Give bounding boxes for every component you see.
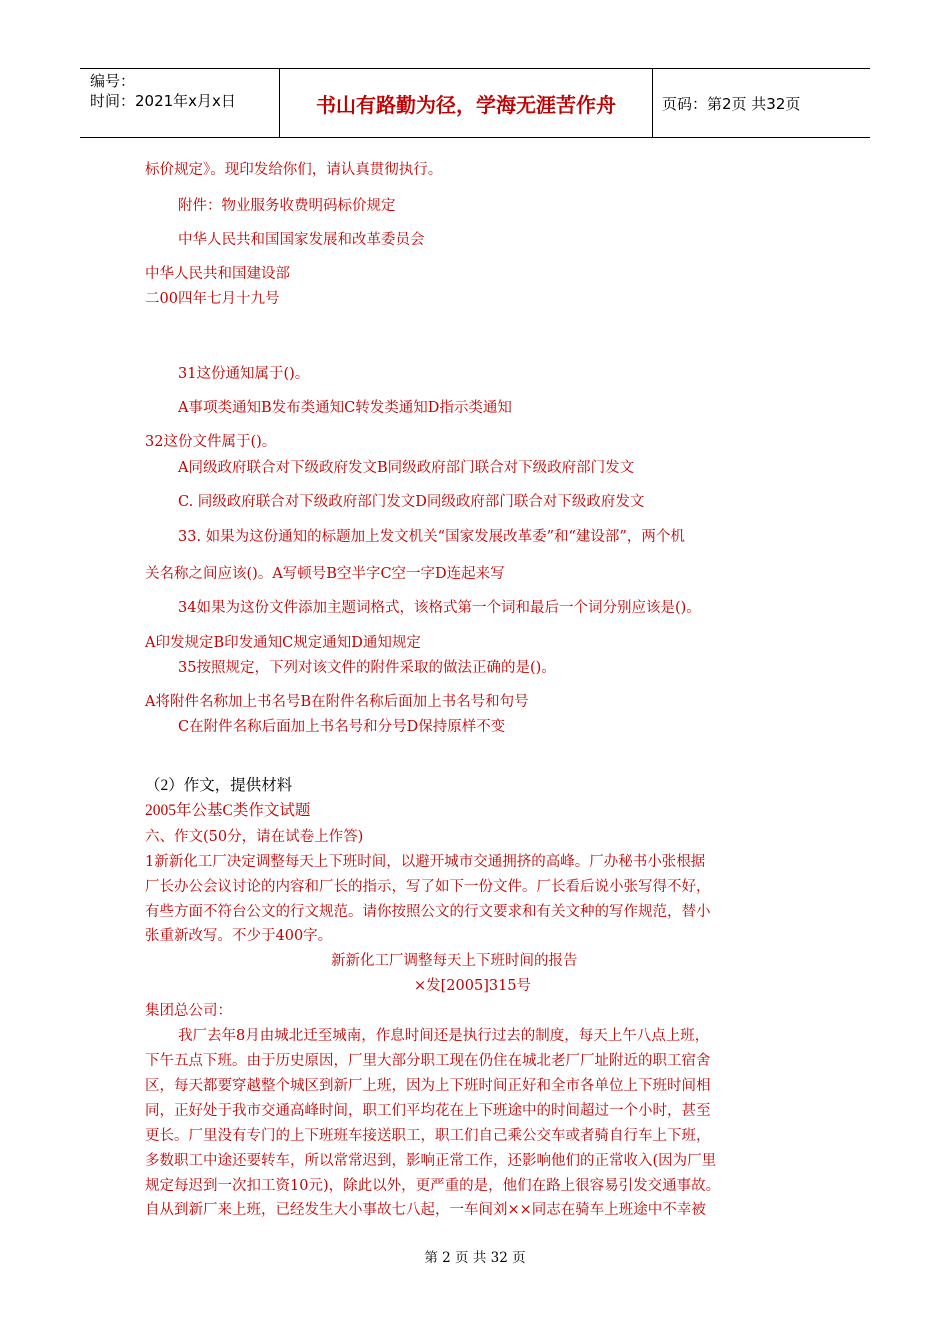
question-34-options: A印发规定B印发通知C规定通知D通知规定 — [145, 635, 421, 651]
report-paragraph: 我厂去年8月由城北迁至城南，作息时间还是执行过去的制度，每天上午八点上班， — [178, 1028, 710, 1044]
issuer-line: 中华人民共和国建设部 — [145, 266, 290, 282]
question-33: 33. 如果为这份通知的标题加上发文机关“国家发展改革委”和“建设部”，两个机 — [178, 529, 685, 545]
essay-prompt: 张重新改写。不少于400字。 — [145, 928, 333, 944]
question-32: 32这份文件属于()。 — [145, 434, 277, 450]
question-32-options: A同级政府联合对下级政府发文B同级政府部门联合对下级政府部门发文 — [178, 460, 635, 476]
question-31: 31这份通知属于()。 — [178, 366, 310, 382]
header-meta — [80, 69, 280, 137]
essay-prompt: 1新新化工厂决定调整每天上下班时间，以避开城市交通拥挤的高峰。厂办秘书小张根据 — [145, 854, 706, 870]
body-line: 标价规定》。现印发给你们，请认真贯彻执行。 — [145, 162, 443, 178]
document-number-label: 编号： — [90, 72, 136, 90]
question-34: 34如果为这份文件添加主题词格式，该格式第一个词和最后一个词分别应该是()。 — [178, 600, 701, 616]
question-33-options: 关名称之间应该()。A写顿号B空半字C空一字D连起来写 — [145, 566, 505, 582]
question-32-options: C. 同级政府联合对下级政府部门发文D同级政府部门联合对下级政府发文 — [178, 494, 645, 510]
report-paragraph: 同，正好处于我市交通高峰时间，职工们平均花在上下班途中的时间超过一个小时，甚至 — [145, 1103, 711, 1119]
report-paragraph: 下午五点下班。由于历史原因，厂里大部分职工现在仍住在城北老厂厂址附近的职工宿舍 — [145, 1053, 711, 1069]
essay-prompt: 厂长办公会议讨论的内容和厂长的指示，写了如下一份文件。厂长看后说小张写得不好， — [145, 879, 711, 895]
exam-title: 2005年公基C类作文试题 — [145, 802, 311, 819]
question-35-options: C在附件名称后面加上书名号和分号D保持原样不变 — [178, 719, 506, 735]
question-35: 35按照规定，下列对该文件的附件采取的做法正确的是()。 — [178, 660, 556, 676]
report-title: 新新化工厂调整每天上下班时间的报告 — [331, 953, 578, 969]
essay-heading: 六、作文(50分，请在试卷上作答) — [145, 829, 364, 845]
report-paragraph: 区，每天都要穿越整个城区到新厂上班，因为上下班时间正好和全市各单位上下班时间相 — [145, 1078, 711, 1094]
issuer-line: 中华人民共和国国家发展和改革委员会 — [178, 232, 425, 248]
section-heading: （2）作文，提供材料 — [145, 777, 293, 794]
report-paragraph: 更长。厂里没有专门的上下班班车接送职工，职工们自己乘公交车或者骑自行车上下班， — [145, 1128, 711, 1144]
report-paragraph: 多数职工中途还要转车，所以常常迟到，影响正常工作，还影响他们的正常收入(因为厂里 — [145, 1153, 717, 1169]
report-paragraph: 自从到新厂来上班，已经发生大小事故七八起，一车间刘××同志在骑车上班途中不幸被 — [145, 1202, 706, 1218]
header-page-info: 页码：第2页 共32页 — [662, 94, 801, 113]
report-paragraph: 规定每迟到一次扣工资10元)，除此以外，更严重的是，他们在路上很容易引发交通事故。 — [145, 1178, 721, 1194]
attachment-line: 附件：物业服务收费明码标价规定 — [178, 198, 396, 214]
question-35-options: A将附件名称加上书名号B在附件名称后面加上书名号和句号 — [145, 694, 529, 710]
report-number: ×发[2005]315号 — [414, 978, 532, 994]
essay-prompt: 有些方面不符台公文的行文规范。请你按照公文的行文要求和有关文种的写作规范，替小 — [145, 904, 711, 920]
report-recipient: 集团总公司： — [145, 1003, 232, 1019]
question-31-options: A事项类通知B发布类通知C转发类通知D指示类通知 — [178, 400, 512, 416]
page-header — [80, 68, 870, 138]
document-date: 时间：2021年x月x日 — [90, 92, 236, 110]
issue-date: 二00四年七月十九号 — [145, 291, 280, 307]
header-motto: 书山有路勤为径，学海无涯苦作舟 — [280, 69, 653, 137]
page-footer: 第 2 页 共 32 页 — [424, 1250, 526, 1266]
